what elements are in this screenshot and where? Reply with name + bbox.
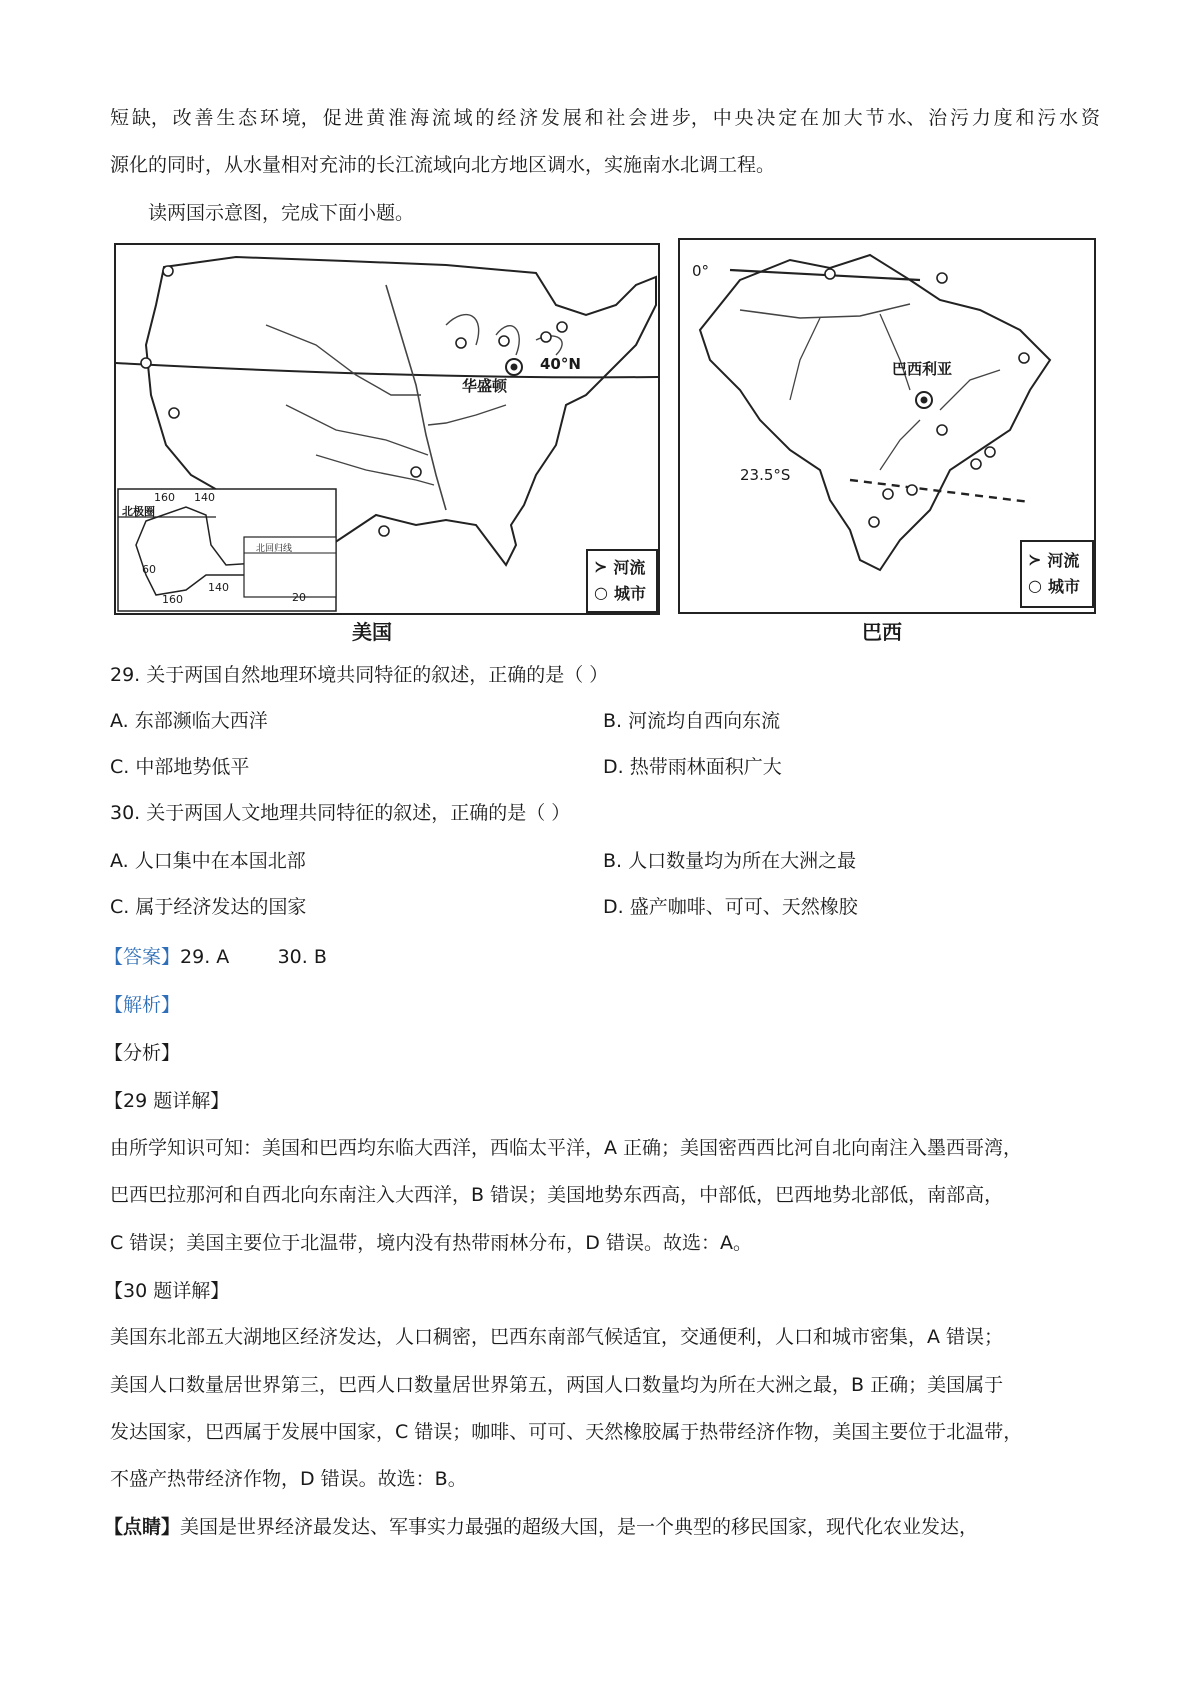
city-san-francisco (141, 358, 151, 368)
intro-token: 大 (843, 107, 863, 129)
intro-token: 促 (322, 107, 342, 129)
inset-label-20: 20 (292, 591, 306, 604)
inset-label-160a: 160 (154, 491, 175, 504)
dianjing-text: 美国是世界经济最发达、军事实力最强的超级大国，是一个典型的移民国家，现代化农业发达， (180, 1516, 979, 1538)
city-porto-alegre (869, 517, 879, 527)
intro-token: 力 (971, 107, 991, 129)
intro-token: 善 (194, 107, 214, 129)
d29-line-3: C 错误；美国主要位于北温带，境内没有热带雨林分布，D 错误。故选：A。 (110, 1232, 752, 1254)
river-icon: ≻ (1028, 550, 1042, 569)
answer-line (104, 942, 327, 969)
intro-token: 资 (1080, 107, 1100, 129)
d30-title: 【30 题详解】 (104, 1280, 230, 1302)
d30-line-1: 美国东北部五大湖地区经济发达，人口稠密，巴西东南部气候适宜，交通便利，人口和城市密集，A 错误； (110, 1326, 1004, 1348)
city-curitiba (883, 489, 893, 499)
intro-token: 和 (1015, 107, 1035, 129)
city-sao-paulo (907, 485, 917, 495)
intro-token: 的 (475, 107, 495, 129)
brazil-tropic-label: 23.5°S (740, 466, 791, 484)
intro-token: 淮 (388, 107, 408, 129)
city-boston (557, 322, 567, 332)
answer-text: 29. A 30. B (180, 946, 327, 968)
intro-token: 和 (584, 107, 604, 129)
tropic-capricorn-line (850, 480, 1030, 502)
usa-legend (586, 549, 658, 613)
intro-token: 节 (865, 107, 885, 129)
intro-token: 决 (756, 107, 776, 129)
prompt: 读两国示意图，完成下面小题。 (148, 202, 415, 224)
intro-token: 度 (993, 107, 1013, 129)
answer-tag: 【答案】 (104, 946, 181, 968)
q30-option-b: B. 人口数量均为所在大洲之最 (603, 850, 857, 872)
city-new-york (541, 332, 551, 342)
intro-token: 展 (562, 107, 582, 129)
intro-token: 缺， (131, 107, 170, 129)
inset-label-140b: 140 (208, 581, 229, 594)
tributary-river (790, 318, 820, 400)
d30-line-4: 不盛产热带经济作物，D 错误。故选：B。 (110, 1468, 467, 1490)
usa-map-drawing (116, 245, 658, 613)
q29-option-b: B. 河流均自西向东流 (603, 710, 781, 732)
city-detroit (499, 336, 509, 346)
intro-token: 定 (778, 107, 798, 129)
intro-token: 步， (671, 107, 710, 129)
city-los-angeles (169, 408, 179, 418)
intro-line-1 (110, 103, 1100, 130)
intro-token: 水 (1059, 107, 1079, 129)
intro-token: 经 (497, 107, 517, 129)
inset-label-tropic: 北回归线 (256, 544, 293, 554)
inset-label-arctic: 北极圈 (122, 505, 155, 518)
intro-token: 环 (259, 107, 279, 129)
brazil-caption: 巴西 (862, 620, 902, 644)
d29-title: 【29 题详解】 (104, 1090, 230, 1112)
city-belem (937, 273, 947, 283)
city-belo-horizonte (937, 425, 947, 435)
amazon-river (740, 304, 910, 318)
river-icon: ≻ (594, 557, 608, 576)
city-icon: ○ (594, 583, 608, 602)
usa-legend-river: ≻ 河流 (594, 557, 646, 577)
intro-token: 会 (628, 107, 648, 129)
dianjing-line (104, 1512, 978, 1539)
usa-map (114, 243, 660, 615)
inset-label-160b: 160 (162, 593, 183, 606)
intro-token: 中 (712, 107, 732, 129)
city-vitoria (985, 447, 995, 457)
intro-token: 短 (110, 107, 130, 129)
q29-option-c: C. 中部地势低平 (110, 756, 250, 778)
missouri-river (266, 325, 421, 395)
q30-stem: 30. 关于两国人文地理共同特征的叙述，正确的是（ ） (110, 802, 571, 824)
intro-token: 进 (344, 107, 364, 129)
q29-option-a: A. 东部濒临大西洋 (110, 710, 268, 732)
intro-token: 济 (519, 107, 539, 129)
intro-token: 治 (928, 107, 948, 129)
intro-token: 海 (409, 107, 429, 129)
intro-token: 流 (431, 107, 451, 129)
intro-token: 央 (734, 107, 754, 129)
d29-line-1: 由所学知识可知：美国和巴西均东临大西洋，西临太平洋，A 正确；美国密西西比河自北向南注入墨西哥湾， (110, 1137, 1023, 1159)
arkansas-river (286, 405, 428, 455)
d30-line-2: 美国人口数量居世界第三，巴西人口数量居世界第五，两国人口数量均为所在大洲之最，B 正确；美国属于 (110, 1374, 1004, 1396)
city-washington-dot (511, 364, 518, 371)
ohio-river (428, 405, 506, 425)
intro-token: 态 (238, 107, 258, 129)
dianjing-tag: 【点睛】 (104, 1516, 181, 1538)
intro-token: 境， (281, 107, 320, 129)
brazil-legend (1020, 540, 1094, 608)
usa-caption: 美国 (352, 620, 392, 644)
q29-stem: 29. 关于两国自然地理环境共同特征的叙述，正确的是（ ） (110, 664, 609, 686)
d30-line-3: 发达国家，巴西属于发展中国家，C 错误；咖啡、可可、天然橡胶属于热带经济作物，美国主要位于北温带， (110, 1421, 1023, 1443)
brazil-map (678, 238, 1096, 614)
intro-token: 域 (453, 107, 473, 129)
brazil-legend-river: ≻ 河流 (1028, 550, 1080, 570)
brazil-equator-label: 0° (692, 262, 710, 280)
city-manaus (825, 269, 835, 279)
city-houston (379, 526, 389, 536)
intro-token: 生 (216, 107, 236, 129)
brazil-capital-label: 巴西利亚 (892, 360, 953, 378)
city-salvador (1019, 353, 1029, 363)
inset-label-60: 60 (142, 563, 156, 576)
jiexi-tag: 【解析】 (104, 994, 181, 1016)
d29-line-2: 巴西巴拉那河和自西北向东南注入大西洋，B 错误；美国地势东西高，中部低，巴西地势北部低，南部高， (110, 1184, 1004, 1206)
usa-capital-label: 华盛顿 (462, 377, 508, 395)
intro-token: 加 (821, 107, 841, 129)
city-chicago (456, 338, 466, 348)
intro-line-2: 源化的同时，从水量相对充沛的长江流域向北方地区调水，实施南水北调工程。 (110, 154, 776, 176)
city-seattle (163, 266, 173, 276)
q30-option-d: D. 盛产咖啡、可可、天然橡胶 (603, 896, 858, 918)
usa-latitude-label: 40°N (540, 355, 581, 373)
city-brasilia-dot (921, 397, 928, 404)
inset-label-140a: 140 (194, 491, 215, 504)
brazil-legend-city: ○ 城市 (1028, 576, 1080, 596)
city-rio (971, 459, 981, 469)
fenxi-tag: 【分析】 (104, 1042, 181, 1064)
intro-token: 在 (800, 107, 820, 129)
intro-token: 发 (540, 107, 560, 129)
q29-option-d: D. 热带雨林面积广大 (603, 756, 782, 778)
intro-token: 进 (650, 107, 670, 129)
intro-token: 污 (949, 107, 969, 129)
q30-option-c: C. 属于经济发达的国家 (110, 896, 307, 918)
intro-token: 污 (1037, 107, 1057, 129)
parana-river (880, 420, 920, 470)
intro-token: 改 (172, 107, 192, 129)
intro-token: 水、 (887, 107, 926, 129)
intro-token: 社 (606, 107, 626, 129)
intro-token: 黄 (366, 107, 386, 129)
q30-option-a: A. 人口集中在本国北部 (110, 850, 306, 872)
usa-legend-city: ○ 城市 (594, 583, 646, 603)
city-new-orleans (411, 467, 421, 477)
city-icon: ○ (1028, 576, 1042, 595)
